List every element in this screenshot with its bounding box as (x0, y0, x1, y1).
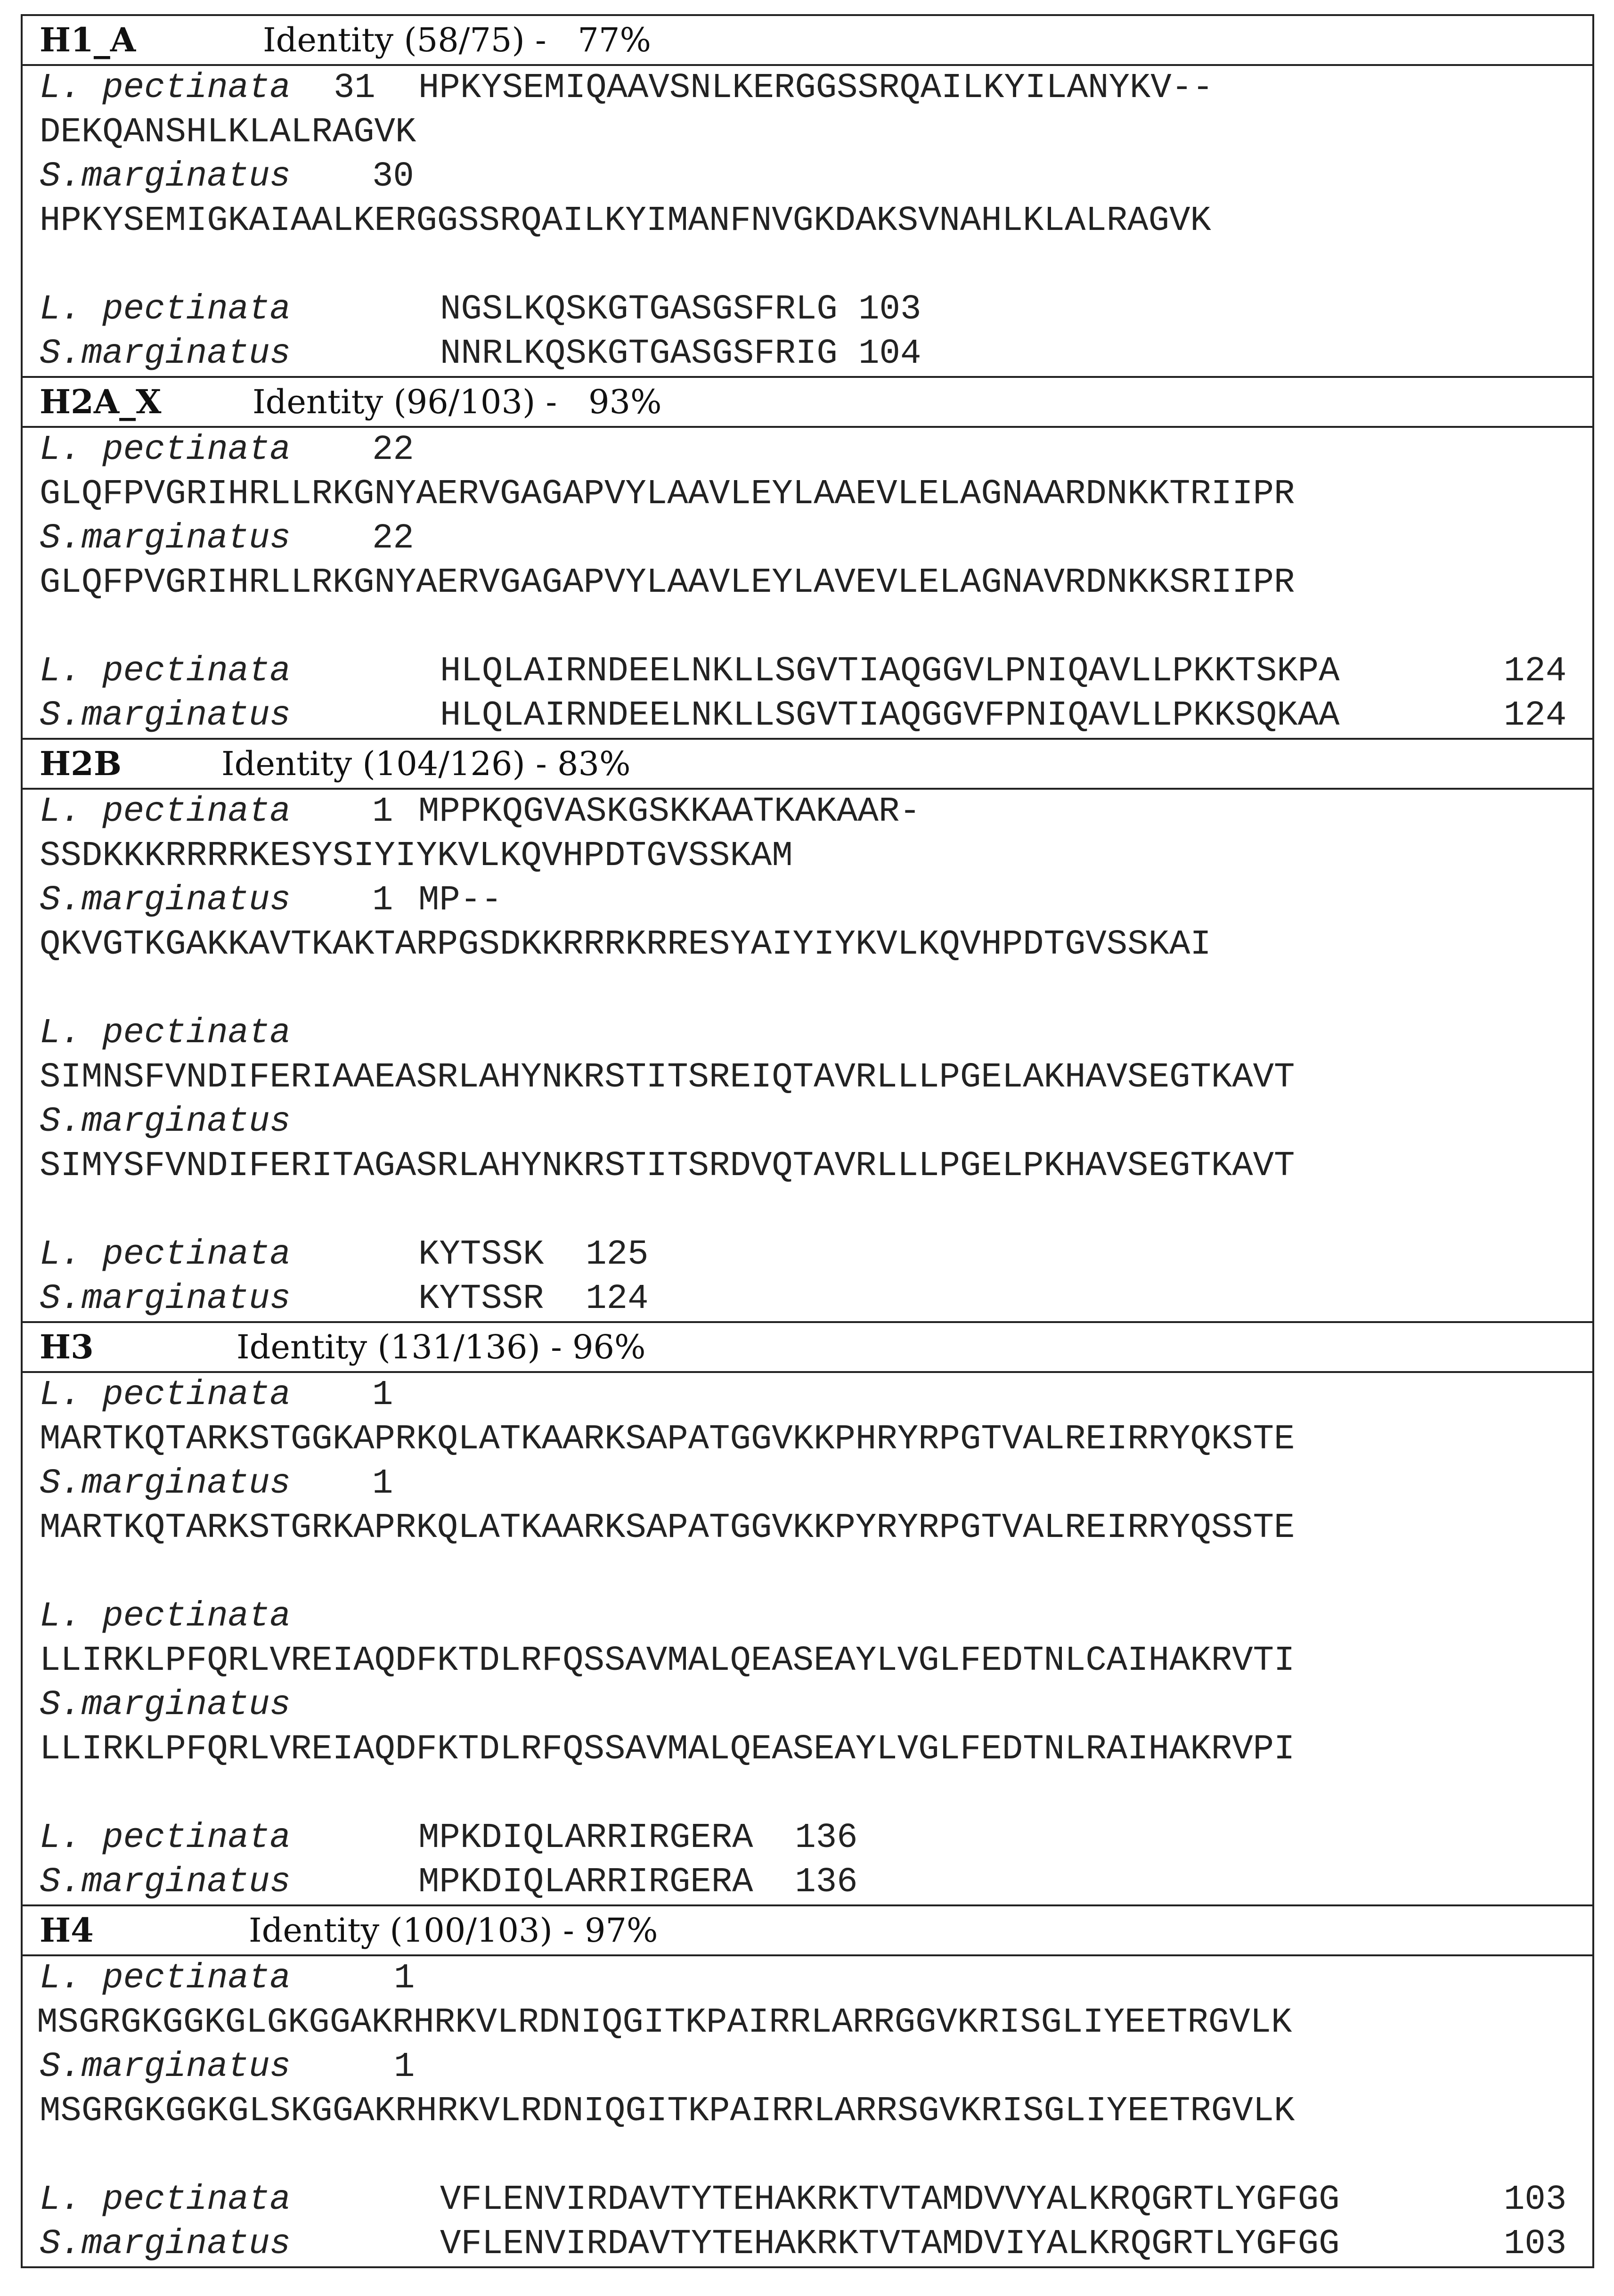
start-position: 1 (394, 1959, 415, 1998)
section-body-h1a (23, 66, 1592, 378)
sequence: QKVGTKGAKKAVTKAKTARPGSDKKRRRKRRESYAIYIYKVLKQVHPDTGVSSKAI (40, 925, 1211, 964)
alignment-line (23, 1055, 1592, 1100)
species-name: S.marginatus (40, 1102, 291, 1142)
species-name: L. pectinata (40, 1235, 291, 1275)
alignment-line (23, 834, 1592, 878)
alignment-line (23, 1594, 1592, 1639)
end-position: 124 (1504, 652, 1567, 691)
sequence: LLIRKLPFQRLVREIAQDFKTDLRFQSSAVMALQEASEAYLVGLFEDTNLCAIHAKRVTI (40, 1641, 1295, 1681)
section-header-h3 (23, 1323, 1592, 1373)
species-name: S.marginatus (40, 1464, 291, 1503)
start-position: 1 (372, 792, 393, 832)
sequence: HPKYSEMIGKAIAALKERGGSSRQAILKYIMANFNVGKDAKSVNAHLKLALRAGVK (40, 201, 1211, 241)
alignment-line (23, 878, 1592, 923)
alignment-line (23, 1462, 1592, 1506)
sequence: MARTKQTARKSTGGKAPRKQLATKAARKSAPATGGVKKPHRYRPGTVALREIRRYQKSTE (40, 1420, 1295, 1459)
sequence: HLQLAIRNDEELNKLLSGVTIAQGGVFPNIQAVLLPKKSQKAA (440, 696, 1340, 735)
alignment-line (23, 1373, 1592, 1417)
species-name: L. pectinata (40, 430, 291, 470)
sequence: VFLENVIRDAVTYTEHAKRKTVTAMDVIYALKRQGRTLYGFGG (440, 2224, 1340, 2264)
alignment-line (23, 2089, 1592, 2133)
alignment-line (23, 1506, 1592, 1550)
start-position: 22 (372, 430, 414, 470)
sequence: MSGRGKGGKGLSKGGAKRHRKVLRDNIQGITKPAIRRLARRSGVKRISGLIYEETRGVLK (40, 2092, 1295, 2131)
gene-name: H3 (40, 1327, 94, 1366)
sequence: HPKYSEMIQAAVSNLKERGGSSRQAILKYILANYKV-- (418, 68, 1214, 108)
species-name: L. pectinata (40, 1597, 291, 1636)
start-position: 31 (334, 68, 375, 108)
end-position: 103 (1504, 2224, 1567, 2264)
identity-label: Identity (96/103) - 93% (253, 383, 662, 421)
section-body-h2ax (23, 428, 1592, 740)
species-name: S.marginatus (40, 2047, 291, 2087)
sequence: MPPKQGVASKGSKKAATKAKAAR- (418, 792, 921, 832)
alignment-line (23, 2001, 1592, 2045)
sequence: KYTSSR 124 (418, 1279, 649, 1319)
sequence: DEKQANSHLKLALRAGVK (40, 113, 416, 152)
section-header-h2ax (23, 378, 1592, 428)
species-name: S.marginatus (40, 1863, 291, 1902)
alignment-line (23, 2222, 1592, 2266)
species-name: L. pectinata (40, 2180, 291, 2220)
species-name: S.marginatus (40, 334, 291, 374)
identity-label: Identity (58/75) - 77% (263, 21, 652, 59)
gene-name: H2B (40, 744, 122, 783)
species-name: L. pectinata (40, 652, 291, 691)
identity-label: Identity (104/126) - 83% (221, 744, 631, 783)
alignment-line (23, 110, 1592, 155)
sequence: NNRLKQSKGTGASGSFRIG 104 (440, 334, 921, 374)
alignment-line (23, 1816, 1592, 1860)
end-position: 124 (1504, 696, 1567, 735)
alignment-line (23, 1144, 1592, 1188)
sequence: MSGRGKGGKGLGKGGAKRHRKVLRDNIQGITKPAIRRLARRGGVKRISGLIYEETRGVLK (37, 2003, 1292, 2043)
section-header-h4 (23, 1906, 1592, 1956)
sequence: SSDKKKRRRRKESYSIYIYKVLKQVHPDTGVSSKAM (40, 836, 793, 876)
alignment-line (23, 428, 1592, 472)
alignment-line (23, 2045, 1592, 2089)
sequence: SIMNSFVNDIFERIAAEASRLAHYNKRSTITSREIQTAVRLLLPGELAKHAVSEGTKAVT (40, 1058, 1295, 1097)
start-position: 1 (394, 2047, 415, 2087)
alignment-line (23, 923, 1592, 967)
alignment-line (23, 472, 1592, 516)
section-body-h2b (23, 790, 1592, 1323)
sequence: MARTKQTARKSTGRKAPRKQLATKAARKSAPATGGVKKPYRYRPGTVALREIRRYQSSTE (40, 1508, 1295, 1548)
species-name: S.marginatus (40, 157, 291, 196)
identity-label: Identity (131/136) - 96% (236, 1328, 646, 1366)
alignment-line (23, 1956, 1592, 2001)
start-position: 22 (372, 519, 414, 558)
species-name: L. pectinata (40, 1013, 291, 1053)
alignment-line (23, 1100, 1592, 1144)
sequence: VFLENVIRDAVTYTEHAKRKTVTAMDVVYALKRQGRTLYGFGG (440, 2180, 1340, 2220)
section-body-h4 (23, 1956, 1592, 2268)
alignment-line (23, 1011, 1592, 1055)
sequence: SIMYSFVNDIFERITAGASRLAHYNKRSTITSRDVQTAVRLLLPGELPKHAVSEGTKAVT (40, 1146, 1295, 1186)
species-name: L. pectinata (40, 1375, 291, 1415)
alignment-line (23, 155, 1592, 199)
species-name: L. pectinata (40, 68, 291, 108)
sequence: MPKDIQLARRIRGERA 136 (418, 1863, 858, 1902)
species-name: S.marginatus (40, 696, 291, 735)
sequence: LLIRKLPFQRLVREIAQDFKTDLRFQSSAVMALQEASEAYLVGLFEDTNLRAIHAKRVPI (40, 1730, 1295, 1769)
alignment-line (23, 1277, 1592, 1321)
alignment-line (23, 694, 1592, 738)
sequence: GLQFPVGRIHRLLRKGNYAERVGAGAPVYLAAVLEYLAAEVLELAGNAARDNKKTRIIPR (40, 474, 1295, 514)
start-position: 1 (372, 1375, 393, 1415)
sequence: MP-- (418, 881, 502, 920)
alignment-line (23, 199, 1592, 243)
start-position: 1 (372, 881, 393, 920)
alignment-line (23, 516, 1592, 561)
alignment-line (23, 332, 1592, 376)
species-name: L. pectinata (40, 290, 291, 329)
section-header-h2b (23, 740, 1592, 790)
gene-name: H2A_X (40, 382, 162, 421)
alignment-line (23, 561, 1592, 605)
sequence: HLQLAIRNDEELNKLLSGVTIAQGGVLPNIQAVLLPKKTSKPA (440, 652, 1340, 691)
species-name: L. pectinata (40, 1959, 291, 1998)
alignment-table (21, 14, 1594, 2268)
alignment-line (23, 790, 1592, 834)
gene-name: H4 (40, 1911, 94, 1950)
species-name: L. pectinata (40, 792, 291, 832)
alignment-line (23, 649, 1592, 694)
sequence: NGSLKQSKGTGASGSFRLG 103 (440, 290, 921, 329)
species-name: L. pectinata (40, 1818, 291, 1858)
species-name: S.marginatus (40, 519, 291, 558)
species-name: S.marginatus (40, 881, 291, 920)
alignment-line (23, 1860, 1592, 1904)
alignment-line (23, 2178, 1592, 2222)
alignment-line (23, 287, 1592, 332)
alignment-line (23, 66, 1592, 110)
sequence: KYTSSK 125 (418, 1235, 649, 1275)
start-position: 30 (372, 157, 414, 196)
start-position: 1 (372, 1464, 393, 1503)
alignment-line (23, 1727, 1592, 1772)
alignment-line (23, 1683, 1592, 1727)
species-name: S.marginatus (40, 2224, 291, 2264)
alignment-line (23, 1417, 1592, 1462)
species-name: S.marginatus (40, 1685, 291, 1725)
alignment-line (23, 1639, 1592, 1683)
sequence: MPKDIQLARRIRGERA 136 (418, 1818, 858, 1858)
sequence: GLQFPVGRIHRLLRKGNYAERVGAGAPVYLAAVLEYLAVEVLELAGNAVRDNKKSRIIPR (40, 563, 1295, 603)
section-body-h3 (23, 1373, 1592, 1906)
alignment-line (23, 1233, 1592, 1277)
species-name: S.marginatus (40, 1279, 291, 1319)
end-position: 103 (1504, 2180, 1567, 2220)
identity-label: Identity (100/103) - 97% (249, 1911, 658, 1950)
section-header-h1a (23, 16, 1592, 66)
gene-name: H1_A (40, 20, 136, 59)
